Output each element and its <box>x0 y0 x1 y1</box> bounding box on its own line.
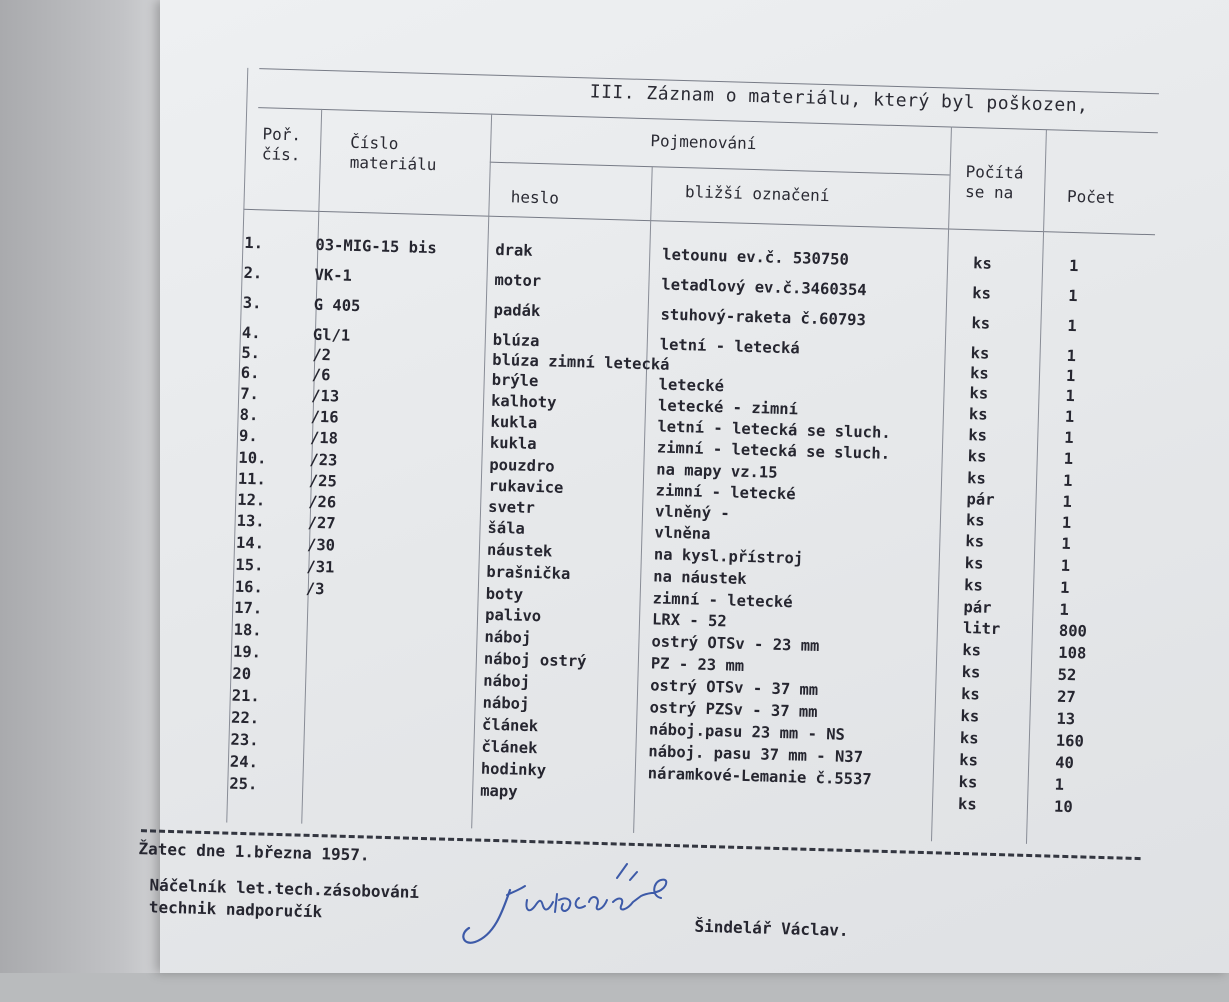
unit-cell: pár <box>966 490 995 509</box>
unit-cell: ks <box>965 511 985 530</box>
count-cell: 1 <box>1061 513 1072 533</box>
header-count: Počet <box>1066 186 1116 208</box>
detail-cell: vlněný - <box>654 502 730 523</box>
keyword-cell: náustek <box>486 540 553 561</box>
detail-cell: zimní - letecká se sluch. <box>656 438 891 463</box>
unit-cell: ks <box>972 254 993 273</box>
unit-cell: ks <box>964 554 984 573</box>
unit-cell: ks <box>972 284 992 303</box>
detail-cell: letadlový ev.č.3460354 <box>661 275 867 300</box>
keyword-cell: pouzdro <box>489 455 555 476</box>
detail-cell: na mapy vz.15 <box>656 460 778 482</box>
count-cell: 1 <box>1065 366 1076 386</box>
count-cell: 1 <box>1062 492 1073 512</box>
material-number: VK-1 <box>314 265 353 285</box>
row-number: 19. <box>232 642 262 662</box>
unit-cell: ks <box>966 469 987 488</box>
keyword-cell: kukla <box>490 412 538 433</box>
detail-cell: zimní - letecké <box>652 589 793 612</box>
header-naming: Pojmenování <box>650 131 757 154</box>
keyword-cell: palivo <box>484 605 542 626</box>
count-cell: 1 <box>1068 256 1079 276</box>
header-material-no: Číslo materiálu <box>349 132 437 175</box>
row-number: 16. <box>234 577 264 597</box>
detail-cell: náboj. pasu 37 mm - N37 <box>648 742 864 767</box>
unit-cell: ks <box>971 314 991 333</box>
material-number: /25 <box>308 471 338 491</box>
count-cell: 1 <box>1068 286 1078 306</box>
keyword-cell: náboj ostrý <box>483 649 587 671</box>
header-unit: Počítá se na <box>964 161 1024 203</box>
detail-cell: náramkové-Lemanie č.5537 <box>647 764 872 789</box>
naming-subheader-border <box>490 162 950 176</box>
row-number: 2. <box>243 263 263 283</box>
detail-cell: na náustek <box>653 567 747 588</box>
detail-cell: zimní - letecké <box>655 481 796 504</box>
keyword-cell: brašnička <box>486 562 571 584</box>
place-date: Žatec dne 1.března 1957. <box>138 839 370 865</box>
detail-cell: náboj.pasu 23 mm - NS <box>648 720 846 744</box>
keyword-cell: svetr <box>487 497 536 518</box>
material-number: /31 <box>306 557 335 577</box>
keyword-cell: náboj <box>484 627 532 647</box>
material-number: /18 <box>309 428 339 448</box>
unit-cell: ks <box>959 729 979 748</box>
unit-cell: ks <box>969 384 989 403</box>
keyword-cell: šála <box>487 518 526 538</box>
keyword-cell: hodinky <box>480 759 547 780</box>
row-number: 23. <box>230 730 259 750</box>
keyword-cell: článek <box>481 715 539 736</box>
material-number: Gl/1 <box>312 325 351 345</box>
detail-cell: stuhový-raketa č.60793 <box>660 305 867 330</box>
count-cell: 52 <box>1057 665 1077 685</box>
count-cell: 108 <box>1058 643 1087 663</box>
count-cell: 40 <box>1054 753 1075 773</box>
row-number: 17. <box>233 598 263 618</box>
signatory-title-2: technik nadporučík <box>148 897 323 922</box>
count-cell: 13 <box>1056 709 1076 729</box>
count-cell: 1 <box>1064 407 1075 427</box>
row-number: 7. <box>239 384 260 404</box>
material-number: 03-MIG-15 bis <box>315 235 437 258</box>
detail-cell: PZ - 23 mm <box>650 654 745 675</box>
detail-cell: ostrý OTSv - 37 mm <box>649 676 819 700</box>
material-number: /3 <box>305 579 325 599</box>
count-cell: 27 <box>1056 687 1076 707</box>
unit-cell: ks <box>961 663 981 682</box>
unit-cell: ks <box>959 750 979 770</box>
detail-cell: letní - letecká <box>659 335 800 358</box>
row-number: 5. <box>241 343 261 363</box>
keyword-cell: drak <box>495 240 533 260</box>
row-number: 22. <box>230 708 260 728</box>
count-cell: 160 <box>1055 731 1085 751</box>
count-cell: 1 <box>1067 316 1078 336</box>
unit-cell: ks <box>957 794 977 814</box>
count-cell: 1 <box>1054 775 1065 794</box>
count-cell: 1 <box>1063 449 1074 469</box>
unit-cell: ks <box>958 772 978 792</box>
keyword-cell: náboj <box>482 693 530 713</box>
count-cell: 1 <box>1064 428 1074 448</box>
material-number: /26 <box>307 492 337 512</box>
unit-cell: ks <box>965 532 985 551</box>
signatory-name: Šindelář Václav. <box>694 916 849 940</box>
row-number: 18. <box>233 620 262 640</box>
row-number: 1. <box>244 233 264 253</box>
keyword-cell: padák <box>493 300 541 321</box>
detail-cell: ostrý PZSv - 37 mm <box>649 698 818 722</box>
unit-cell: ks <box>960 685 981 704</box>
count-cell: 800 <box>1058 621 1088 641</box>
signatory-title-1: Náčelník let.tech.zásobování <box>149 875 420 902</box>
keyword-cell: náboj <box>483 671 531 691</box>
unit-cell: ks <box>968 405 988 424</box>
keyword-cell: kukla <box>489 433 537 454</box>
row-number: 20 <box>232 664 252 684</box>
detail-cell: letecké - zimní <box>657 396 799 419</box>
count-cell: 1 <box>1062 471 1073 491</box>
unit-cell: ks <box>960 707 980 726</box>
material-number: /16 <box>310 407 339 427</box>
unit-cell: ks <box>970 344 990 363</box>
count-cell: 1 <box>1066 346 1077 366</box>
detail-cell: ostrý OTSv - 23 mm <box>651 632 820 656</box>
row-number: 4. <box>241 323 261 343</box>
row-number: 14. <box>235 533 265 553</box>
row-number: 13. <box>236 511 265 531</box>
material-number: /13 <box>310 386 340 406</box>
header-order-no: Poř. čís. <box>261 124 302 165</box>
detail-cell: letní - letecká se sluch. <box>657 417 891 442</box>
unit-cell: pár <box>963 598 992 617</box>
keyword-cell: rukavice <box>488 476 564 497</box>
section-title: III. Záznam o materiálu, který byl poškozen, <box>589 81 1089 117</box>
material-number: /23 <box>309 450 338 470</box>
row-number: 3. <box>242 293 262 313</box>
count-cell: 1 <box>1059 578 1070 598</box>
keyword-cell: článek <box>481 737 538 758</box>
row-number: 6. <box>240 363 260 383</box>
count-cell: 10 <box>1053 797 1073 817</box>
keyword-cell: boty <box>485 584 524 604</box>
unit-cell: litr <box>962 619 1001 639</box>
count-cell: 1 <box>1061 534 1071 554</box>
keyword-cell: kalhoty <box>490 391 557 412</box>
count-cell: 1 <box>1065 386 1076 406</box>
unit-cell: ks <box>967 447 987 466</box>
unit-cell: ks <box>962 641 982 660</box>
count-cell: 1 <box>1060 556 1071 576</box>
detail-cell: vlněna <box>654 523 711 543</box>
material-number: /6 <box>311 365 331 385</box>
material-number: G 405 <box>313 295 361 316</box>
row-number: 15. <box>235 555 264 575</box>
count-cell: 1 <box>1059 600 1070 619</box>
keyword-cell: motor <box>494 270 542 291</box>
row-number: 24. <box>229 752 259 772</box>
material-number: /27 <box>307 513 336 533</box>
detail-cell: letecké <box>658 375 725 396</box>
row-number: 21. <box>231 686 261 706</box>
row-number: 9. <box>238 426 258 446</box>
detail-cell: letounu ev.č. 530750 <box>662 245 850 269</box>
keyword-cell: brýle <box>491 370 539 391</box>
handwritten-signature <box>455 850 695 960</box>
material-number: /30 <box>306 535 336 555</box>
detail-cell: LRX - 52 <box>651 610 727 631</box>
header-keyword: heslo <box>510 187 560 208</box>
row-number: 25. <box>229 774 258 794</box>
header-bottom-border <box>243 209 1155 235</box>
row-number: 12. <box>237 490 266 510</box>
material-number: /2 <box>312 345 332 365</box>
unit-cell: ks <box>968 426 988 445</box>
unit-cell: ks <box>963 576 984 595</box>
detail-cell: na kysl.přístroj <box>653 545 804 568</box>
row-number: 8. <box>239 405 259 425</box>
row-number: 10. <box>238 448 267 468</box>
keyword-cell: blúza zimní letecká <box>492 350 670 374</box>
header-detail: bližší označení <box>684 182 830 206</box>
row-number: 11. <box>237 469 267 489</box>
unit-cell: ks <box>969 364 989 383</box>
keyword-cell: mapy <box>479 781 518 801</box>
keyword-cell: blúza <box>492 330 540 351</box>
